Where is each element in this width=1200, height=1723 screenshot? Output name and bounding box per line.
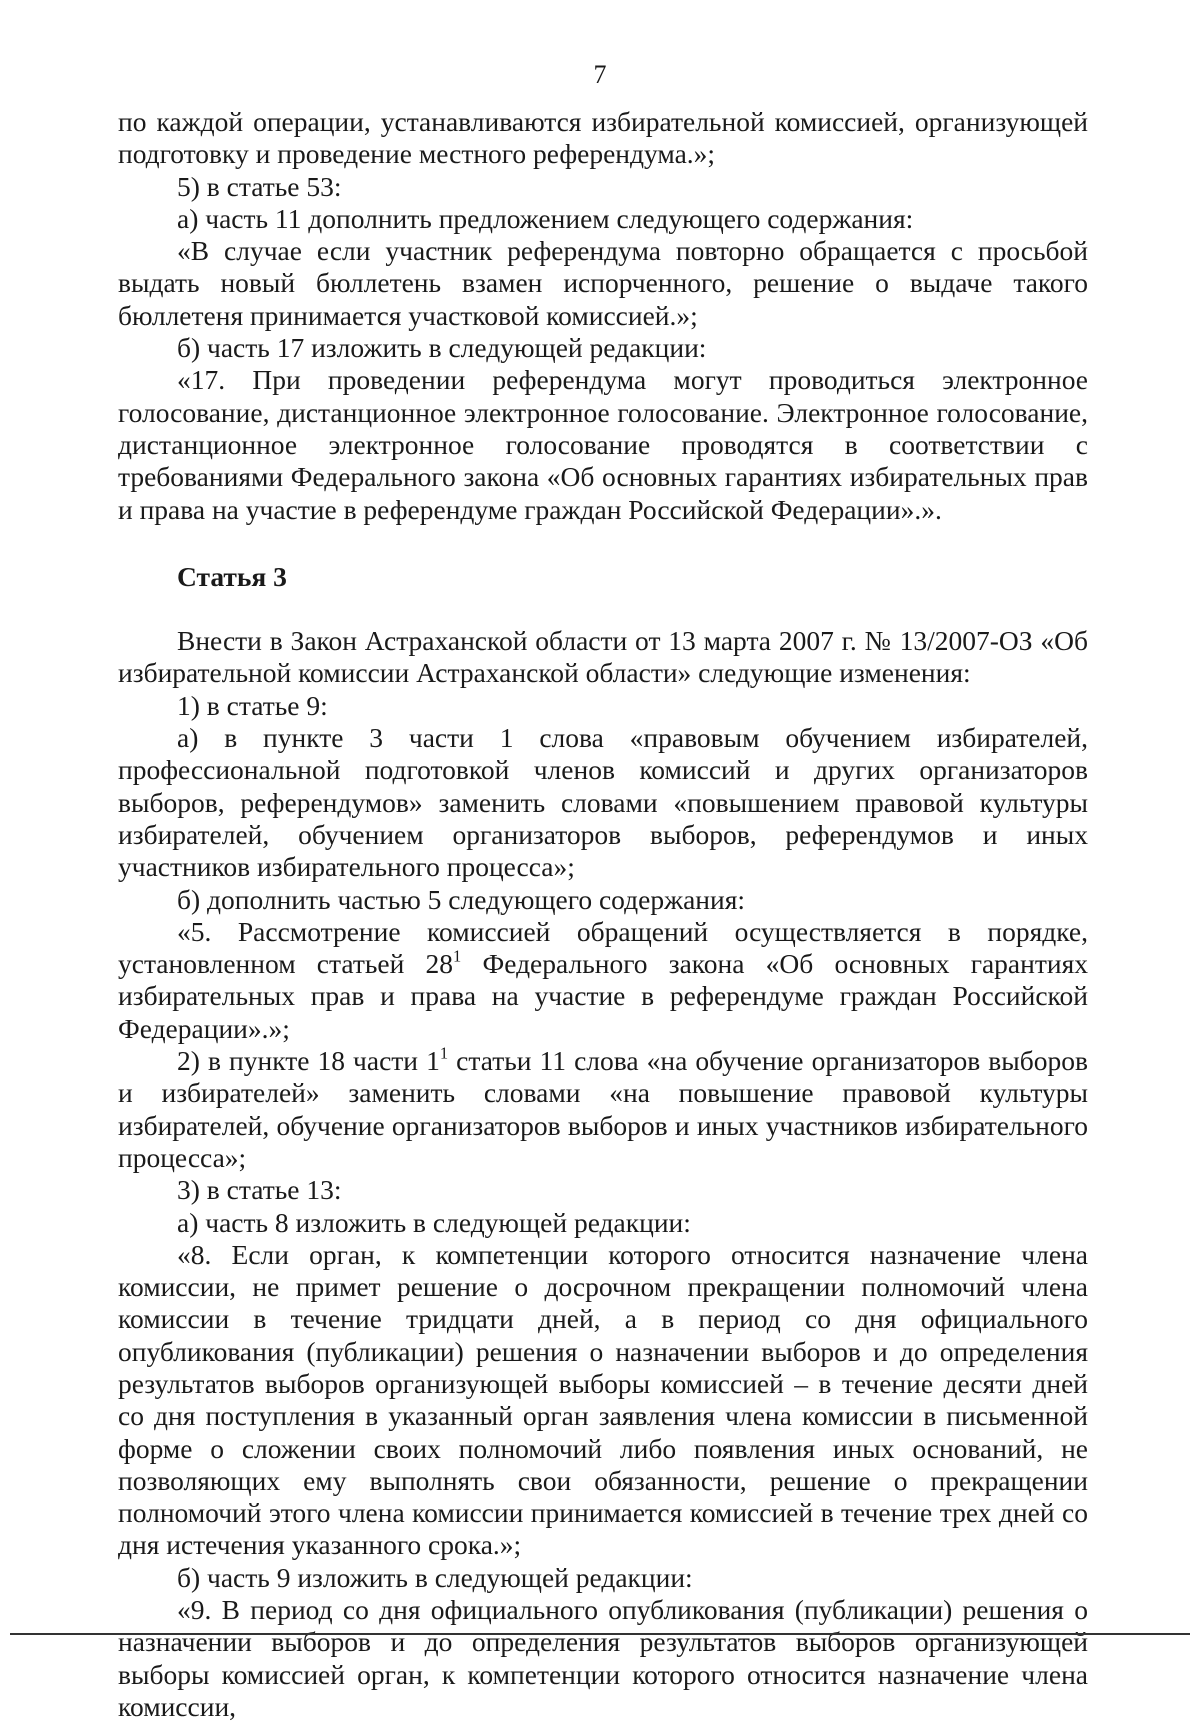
superscript-marker: 1: [439, 1043, 449, 1063]
paragraph-item-1a: а) в пункте 3 части 1 слова «правовым обучением избирателей, профессиональной подготовкой членов комиссий и других организаторов выборов, референдумов» заменить словами «повышением правовой культуры избирателей, обучением организаторов выборов, референдумов и иных участников избирательного процесса»;: [118, 722, 1088, 883]
paragraph-item-3a: а) часть 8 изложить в следующей редакции:: [177, 1206, 691, 1238]
paragraph-item-3b: б) часть 9 изложить в следующей редакции:: [177, 1561, 693, 1593]
document-body: [118, 106, 1088, 1723]
paragraph-item-5a: а) часть 11 дополнить предложением следующего содержания:: [177, 202, 914, 234]
paragraph-item-1b: б) дополнить частью 5 следующего содержания:: [177, 883, 746, 915]
quote-5-text-start: «5. Рассмотрение комиссией обращений осуществляется в порядке, установленном статьей 28: [118, 915, 1088, 980]
paragraph-item-3: 3) в статье 13:: [177, 1174, 342, 1206]
item-2-text-start: 2) в пункте 18 части 1: [177, 1045, 440, 1077]
paragraph-intro: Внести в Закон Астраханской области от 13 марта 2007 г. № 13/2007-ОЗ «Об избирательной комиссии Астраханской области» следующие изменения:: [118, 625, 1088, 689]
superscript-marker: 1: [453, 946, 462, 966]
paragraph-quote-9: «9. В период со дня официального опубликования (публикации) решения о назначении выборов и до определения результатов выборов организующей выборы комиссией орган, к компетенции которого относится назначение члена комиссии,: [118, 1594, 1088, 1722]
quote-5-text-end: Федерального закона «Об основных гарантиях избирательных прав и права на участие в референдуме граждан Российской Федерации».»;: [118, 948, 1088, 1044]
paragraph-quote-ballot: «В случае если участник референдума повторно обращается с просьбой выдать новый бюллетень взамен испорченного, решение о выдаче такого бюллетеня принимается участковой комиссией.»;: [118, 235, 1088, 331]
paragraph-item-1: 1) в статье 9:: [177, 689, 328, 721]
paragraph-quote-5: [118, 916, 1088, 1045]
paragraph-item-5b: б) часть 17 изложить в следующей редакции:: [177, 332, 707, 364]
paragraph-item-2: [118, 1045, 1088, 1174]
paragraph-quote-8: «8. Если орган, к компетенции которого относится назначение члена комиссии, не примет решение о досрочном прекращении полномочий члена комиссии в течение тридцати дней, а в период со дня официального опубликования (публикации) решения о назначении выборов и до определения результатов выборов организующей выборы комиссией – в течение десяти дней со дня поступления в указанный орган заявления члена комиссии в письменной форме о сложении своих полномочий либо появления иных оснований, не позволяющих ему выполнять свои обязанности, решение о прекращении полномочий этого члена комиссии принимается комиссией в течение трех дней со дня истечения указанного срока.»;: [118, 1238, 1088, 1561]
paragraph-continuation: по каждой операции, устанавливаются избирательной комиссией, организующей подготовку и проведение местного референдума.»;: [118, 106, 1088, 170]
footer-divider: [10, 1633, 1190, 1635]
paragraph-quote-17: «17. При проведении референдума могут проводиться электронное голосование, дистанционное электронное голосование. Электронное голосование, дистанционное электронное голосование проводятся в соответствии с требованиями Федерального закона «Об основных гарантиях избирательных прав и права на участие в референдуме граждан Российской Федерации».».: [118, 364, 1088, 525]
item-2-text-end: статьи 11 слова «на обучение организаторов выборов и избирателей» заменить словами «на повышение правовой культуры избирателей, обучение организаторов выборов и иных участников избирательного процесса»;: [118, 1045, 1088, 1173]
paragraph-item-5: 5) в статье 53:: [177, 170, 342, 202]
page-number: 7: [593, 60, 607, 89]
article-heading: Статья 3: [177, 560, 287, 592]
